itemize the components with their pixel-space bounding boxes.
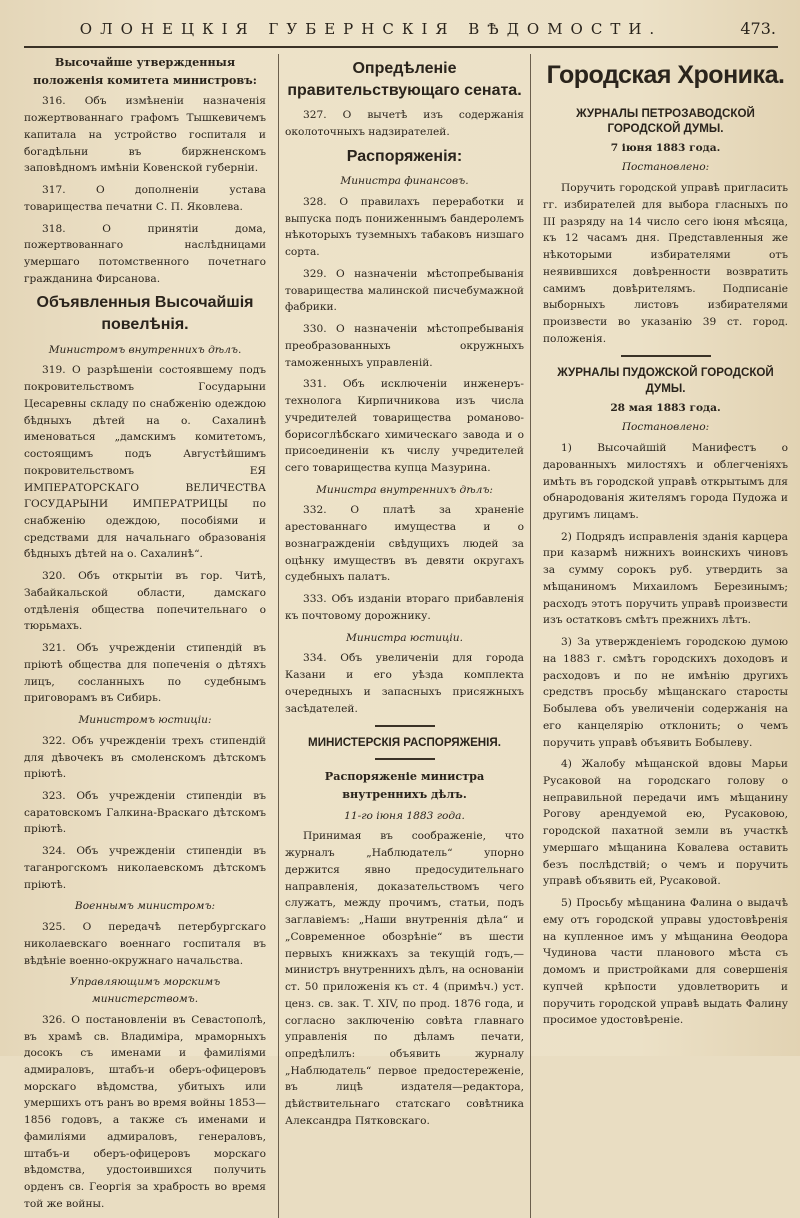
item-325: 325. О передачѣ петербургскаго николаевскаго военнаго госпиталя въ вѣдѣніе военно-окружнаго начальства. [24, 921, 266, 967]
section-divider [375, 758, 435, 760]
right-column [539, 54, 788, 1218]
war-minister-subheading: Военнымъ министромъ: [74, 900, 216, 913]
item-327: 327. О вычетѣ изъ содержанія околоточныхъ надзирателей. [285, 109, 524, 138]
pudozh-item-5: 5) Просьбу мѣщанина Фалина о выдачѣ ему отъ городской управы удостовѣренія на купленное имъ у мѣщанина Өеодора Чудинова части планового мѣста съ домомъ и пристройками для совершенія купчей крѣпости удовлетворить и поручить городской управѣ выдать Фалину просимое удостовѣреніе. [543, 897, 788, 1027]
justice-minister-subheading: Министра юстиціи. [345, 631, 463, 644]
item-324: 324. Объ учрежденіи стипендіи въ таганрогскомъ николаевскомъ дѣтскомъ пріютѣ. [24, 845, 266, 891]
item-320: 320. Объ открытіи въ гор. Читѣ, Забайкальской области, дамскаго отдѣленія общества попечительнаго о тюрьмахъ. [24, 570, 266, 633]
item-330: 330. О назначеніи мѣстопребыванія преобразованныхъ окружныхъ таможенныхъ управленій. [285, 323, 524, 369]
city-chronicle-heading: Городская Хроника. [546, 61, 785, 89]
item-316: 316. Объ измѣненіи назначенія пожертвованнаго графомъ Тышкевичемъ капитала на устройство госпиталя и богадѣльни въ биржненскомъ заповѣдномъ имѣніи Ковенской губерніи. [24, 95, 266, 175]
item-331: 331. Объ исключеніи инженеръ-технолога Кирпичникова изъ числа учредителей товарищества романово-борисоглѣбскаго химическаго завода и о присоединеніи къ числу учредителей сего товарищества купца Мазурина. [285, 378, 524, 474]
orders-heading: Распоряженія: [346, 147, 463, 165]
order-text: Принимая въ соображеніе, что журналъ „Наблюдатель“ упорно держится явно предосудительнаго направленія, доказательствомъ чего служатъ, между прочимъ, статьи, подъ заглавіемъ: „Наши внутреннія дѣла“ и „Современное обозрѣніе“ въ шести первыхъ книжкахъ за текущій годъ,—министръ внутреннихъ дѣлъ, на основаніи ст. 50 приложенія къ ст. 4 (примѣч.) уст. ценз. св. зак. Т. XIV, по прод. 1876 года, и согласно заключенію совѣта главнаго управленія по дѣламъ печати, опредѣлилъ: объявить журналу „Наблюдатель“ первое предостереженіе, въ лицѣ издателя—редактора, дѣйствительнаго статскаго совѣтника Александра Пятковскаго. [285, 830, 524, 1127]
page-number: 473. [740, 19, 776, 38]
ministerial-orders-heading: МИНИСТЕРСКІЯ РАСПОРЯЖЕНІЯ. [308, 736, 501, 750]
item-318: 318. О принятіи дома, пожертвованнаго наслѣдницами умершаго потомственного почетнаго гражданина Фирсанова. [24, 222, 266, 285]
left-column [24, 54, 270, 1218]
columns [24, 54, 788, 1210]
petrozavodsk-decision: Поручить городской управѣ пригласить гг. избирателей для выбора гласныхъ по III разряду на 14 число сего іюня мѣсяца, къ 12 часамъ дня. Представленныя же нѣкоторыми избирателями отъ неявившихся довѣренности возвратить самимъ довѣрителямъ. Подписаніе выборныхъ листовъ избирателями произвести во указанію 39 ст. город. положенія. [543, 182, 788, 345]
decided-label: Постановлено: [621, 421, 710, 434]
justice-minister-subheading: Министромъ юстиціи: [78, 714, 212, 727]
newspaper-title: ОЛОНЕЦКІЯ ГУБЕРНСКІЯ ВѢДОМОСТИ. [79, 20, 663, 38]
pudozh-item-1: 1) Высочайшій Манифестъ о дарованныхъ милостяхъ и облегченіяхъ имѣть въ городской управѣ открытымъ для обнародованія жителямъ города Пудожа и другимъ лицамъ. [543, 442, 788, 521]
item-323: 323. Объ учрежденіи стипендіи въ саратовскомъ Галкина-Враскаго дѣтскомъ пріютѣ. [24, 790, 266, 836]
senate-heading: Опредѣленіе правительствующаго сената. [287, 60, 522, 99]
committee-heading: Высочайше утвержденныя положенія комитета министровъ: [33, 55, 257, 87]
interior-minister-subheading: Министра внутреннихъ дѣлъ: [316, 483, 493, 496]
item-332: 332. О платѣ за храненіе арестованнаго имущества и о вознагражденіи свѣдущихъ людей за оцѣнку имуществъ въ девяти округахъ судебныхъ палатъ. [285, 504, 524, 584]
running-head [24, 16, 778, 48]
item-326: 326. О постановленіи въ Севастополѣ, въ храмѣ св. Владиміра, мраморныхъ досокъ съ именами и фамиліями адмираловъ, штабъ-и оберъ-офицеровъ морскаго вѣдомства, убитыхъ или умершихъ отъ ранъ во время войны 1853—1856 годовъ, а также съ именами и фамиліями адмираловъ, генераловъ, штабъ-и оберъ-офицеровъ морскаго вѣдомства, удостоившихся получить орденъ св. Георгія за храбрость во время той же войны. [24, 1013, 266, 1210]
pudozh-journals-heading: ЖУРНАЛЫ ПУДОЖСКОЙ ГОРОДСКОЙ ДУМЫ. [557, 366, 774, 395]
pudozh-item-2: 2) Подрядъ исправленія зданія карцера при казармѣ нижнихъ воинскихъ чиновъ за сумму сорокъ руб. утвердить за мѣщаниномъ Михаиломъ Березинымъ; расходъ этотъ поручить управѣ произвести изъ остатковъ смѣтъ прежнихъ лѣтъ. [543, 530, 788, 627]
interior-minister-subheading: Министромъ внутреннихъ дѣлъ. [48, 343, 242, 356]
item-317: 317. О дополненіи устава товарищества печатни С. П. Яковлева. [24, 184, 266, 213]
order-date: 11-го іюня 1883 года. [344, 809, 465, 822]
petrozavodsk-journals-heading: ЖУРНАЛЫ ПЕТРОЗАВОДСКОЙ ГОРОДСКОЙ ДУМЫ. [576, 106, 755, 135]
section-divider [375, 725, 435, 727]
item-329: 329. О назначеніи мѣстопребыванія товарищества малинской писчебумажной фабрики. [285, 267, 524, 314]
navy-ministry-subheading: Управляющимъ морскимъ министерствомъ. [69, 976, 221, 1006]
item-334: 334. Объ увеличеніи для города Казани и его уѣзда комплекта очередныхъ и запасныхъ присяжныхъ засѣдателей. [285, 652, 524, 715]
item-333: 333. Объ изданіи втораго прибавленія къ почтовому дорожнику. [285, 593, 524, 622]
petrozavodsk-date: 7 іюня 1883 года. [610, 141, 721, 154]
middle-column [278, 54, 531, 1218]
item-319: 319. О разрѣшеніи состоявшему подъ покровительствомъ Государыни Цесаревны складу по снабженію одеждою бѣдныхъ дѣтей на о. Сахалинѣ именоваться „дамскимъ комитетомъ, состоящимъ подъ Августѣйшимъ покровительствомъ ЕЯ ИМПЕРАТОРСКАГО ВЕЛИЧЕСТВА ГОСУДАРЫНИ ИМПЕРАТРИЦЫ по снабженію одеждою, пособіями и средствами для начальнаго образованія бѣдныхъ дѣтей на о. Сахалинѣ“. [24, 364, 266, 561]
section-divider [621, 355, 711, 357]
item-321: 321. Объ учрежденіи стипендій въ пріютѣ общества для попеченія о дѣтяхъ лицъ, сосланныхъ по судебнымъ приговорамъ въ Сибирь. [24, 642, 266, 705]
pudozh-item-3: 3) За утвержденіемъ городскою думою на 1883 г. смѣтъ городскихъ доходовъ и расходовъ и по не имѣнію другихъ средствъ просьбу мѣщанскаго старосты Бобылева объ увеличеніи содержанія на его канцелярію отклонить; о чемъ поручить управѣ объявить Бобылеву. [543, 636, 788, 749]
item-322: 322. Объ учрежденіи трехъ стипендій для дѣвочекъ въ смоленскомъ дѣтскомъ пріютѣ. [24, 734, 266, 781]
item-328: 328. О правилахъ переработки и выпуска подъ пониженнымъ бандеролемъ нѣкоторыхъ туземныхъ табаковъ низшаго сорта. [285, 195, 524, 259]
pudozh-item-4: 4) Жалобу мѣщанской вдовы Марьи Русаковой на городскаго голову о неправильной передачи имъ мѣщанину Рогову арендуемой ею, Русаковою, городской пахатной земли въ участкѣ умершаго мѣщанина Ковалева оставить безъ послѣдствій; о чемъ и поручить управѣ объявить ей, Русаковой. [543, 758, 788, 888]
pudozh-date: 28 мая 1883 года. [610, 401, 721, 414]
imperial-orders-heading: Объявленныя Высочайшія повелѣнія. [36, 294, 254, 334]
finance-minister-subheading: Министра финансовъ. [340, 175, 469, 188]
decided-label: Постановлено: [621, 161, 710, 174]
order-title: Распоряженіе министра внутреннихъ дѣлъ. [324, 769, 485, 802]
